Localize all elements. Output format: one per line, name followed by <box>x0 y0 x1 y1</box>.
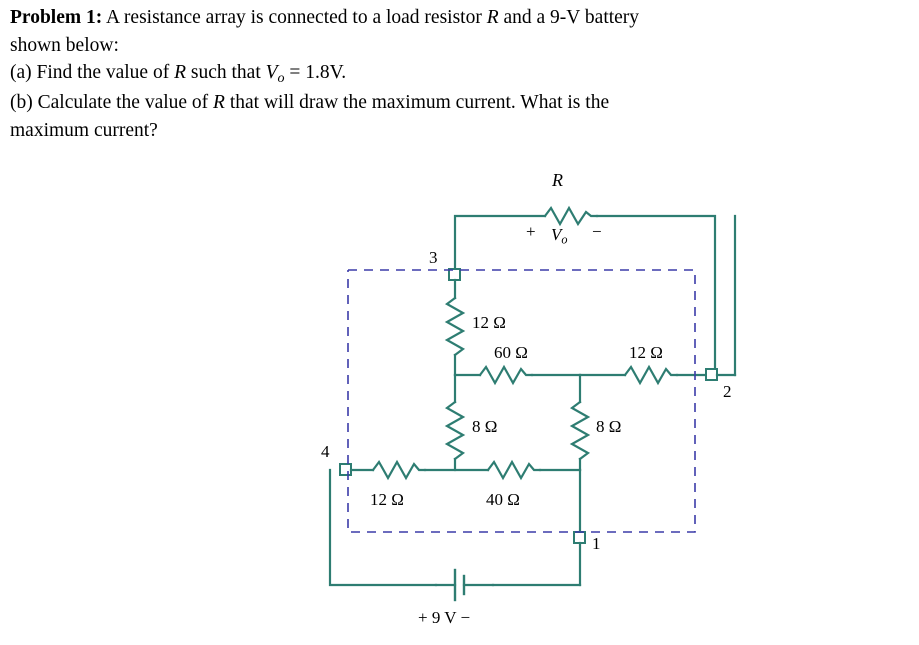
problem-line-3 <box>10 59 910 89</box>
resistor-R-symbol <box>545 208 597 224</box>
wire-battery-left-to-node4 <box>330 470 436 585</box>
resistor-12-right-symbol <box>625 367 677 383</box>
resistor-8-mid-symbol <box>572 402 588 459</box>
resistor-8-left-symbol <box>447 402 463 459</box>
label-node-2: 2 <box>723 382 732 401</box>
part-b-var: R <box>213 92 225 114</box>
terminal-node1 <box>574 532 585 543</box>
part-a-mid: such that <box>186 62 266 84</box>
label-node-4: 4 <box>321 442 330 461</box>
label-R: R <box>552 170 563 190</box>
resistor-40-symbol <box>488 462 540 478</box>
problem-label: Problem 1: <box>10 7 103 28</box>
resistor-12-top-symbol <box>447 298 463 355</box>
part-a-vo: V <box>265 62 278 84</box>
part-b-post: that will draw the maximum current. What is the <box>224 92 610 114</box>
label-r8-left: 8 Ω <box>472 417 498 436</box>
terminal-node4 <box>340 464 351 475</box>
circuit-diagram <box>240 170 780 640</box>
label-minus-vo: − <box>592 222 602 241</box>
problem-line-4 <box>10 89 910 117</box>
part-a-var: R <box>174 62 186 84</box>
terminal-node2 <box>706 369 717 380</box>
part-a-pre: (a) Find the value of <box>10 62 175 84</box>
label-node-1: 1 <box>592 534 601 553</box>
label-r12-top: 12 Ω <box>472 313 506 332</box>
part-b-pre: (b) Calculate the value of <box>10 92 214 114</box>
problem-line-1-text: A resistance array is connected to a load resistor R and a 9-V battery <box>102 7 640 28</box>
label-vo: $V_o$ <box>551 225 568 247</box>
circuit-svg <box>240 170 780 640</box>
resistor-12-bottom-symbol <box>373 462 425 478</box>
part-a-vo-sub: o <box>277 70 285 87</box>
label-node-3: 3 <box>429 248 438 267</box>
part-a-post: = 1.8V. <box>284 62 347 84</box>
problem-line-2: shown below: <box>10 34 119 56</box>
label-r40: 40 Ω <box>486 490 520 509</box>
label-r12-right: 12 Ω <box>629 343 663 362</box>
label-plus-vo: + <box>526 222 536 241</box>
label-r8-mid: 8 Ω <box>596 417 622 436</box>
label-r60: 60 Ω <box>494 343 528 362</box>
problem-line-1 <box>10 4 910 32</box>
problem-line-5: maximum current? <box>10 119 158 141</box>
resistor-60-symbol <box>480 367 532 383</box>
label-battery: + 9 V − <box>418 608 471 627</box>
label-r12-bottom: 12 Ω <box>370 490 404 509</box>
problem-statement <box>10 4 910 145</box>
